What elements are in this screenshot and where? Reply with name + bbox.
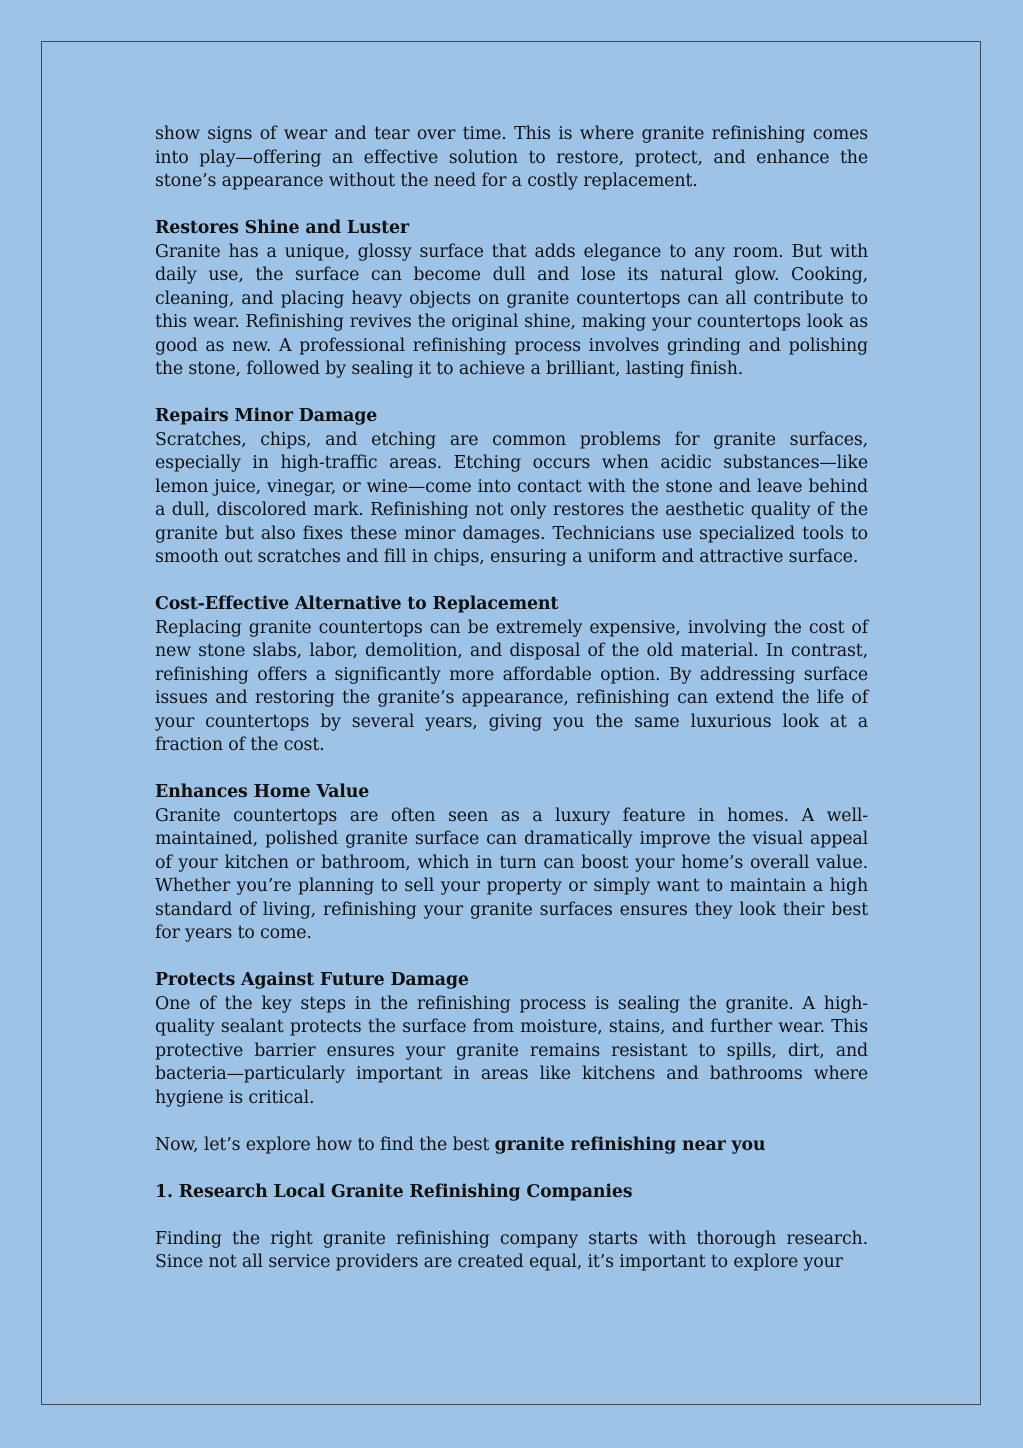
paragraph-restores-shine: Granite has a unique, glossy surface that adds elegance to any room. But with daily use, the surface can become dull and lose its natural glow. Cooking, cleaning, and placing heavy objects on granite countertops can all contribute to this wear. Refinishing revives the original shine, making your countertops look as good as new. A professional refinishing process involves grinding and polishing the stone, followed by sealing it to achieve a brilliant, lasting finish. [155,241,868,379]
paragraph-home-value: Granite countertops are often seen as a luxury feature in homes. A well-maintained, polished granite surface can dramatically improve the visual appeal of your kitchen or bathroom, which in turn can boost your home’s overall value. Whether you’re planning to sell your property or simply want to maintain a high standard of living, refinishing your granite surfaces ensures they look their best for years to come. [155,805,868,943]
intro-paragraph: show signs of wear and tear over time. This is where granite refinishing comes into play—offering an effective solution to restore, protect, and enhance the stone’s appearance without the need for a costly replacement. [155,124,868,191]
heading-step-1: 1. Research Local Granite Refinishing Companies [155,1181,633,1202]
paragraph-repairs-damage: Scratches, chips, and etching are common problems for granite surfaces, especially in high-traffic areas. Etching occurs when acidic substances—like lemon juice, vinegar, or wine—come into contact with the stone and leave behind a dull, discolored mark. Refinishing not only restores the aesthetic quality of the granite but also fixes these minor damages. Technicians use specialized tools to smooth out scratches and fill in chips, ensuring a uniform and attractive surface. [155,429,868,567]
heading-home-value: Enhances Home Value [155,782,370,802]
cta-keyword: granite refinishing near you [494,1134,766,1155]
heading-repairs-damage: Repairs Minor Damage [155,406,378,426]
spacer [155,382,868,406]
spacer [155,570,868,594]
spacer [155,194,868,218]
spacer [155,1204,868,1228]
spacer [155,1157,868,1181]
heading-cost-effective: Cost-Effective Alternative to Replacement [155,594,559,614]
spacer [155,758,868,782]
cta-line [155,1134,868,1158]
spacer [155,1110,868,1134]
cta-lead-text: Now, let’s explore how to find the best [155,1134,495,1155]
heading-restores-shine: Restores Shine and Luster [155,218,409,238]
spacer [155,946,868,970]
paragraph-cost-effective: Replacing granite countertops can be extremely expensive, involving the cost of new stone slabs, labor, demolition, and disposal of the old material. In contrast, refinishing offers a significantly more affordable option. By addressing surface issues and restoring the granite’s appearance, refinishing can extend the life of your countertops by several years, giving you the same luxurious look at a fraction of the cost. [155,617,868,755]
document-body [155,123,868,1275]
paragraph-protects-damage: One of the key steps in the refinishing process is sealing the granite. A high-quality sealant protects the surface from moisture, stains, and further wear. This protective barrier ensures your granite remains resistant to spills, dirt, and bacteria—particularly important in areas like kitchens and bathrooms where hygiene is critical. [155,993,868,1108]
paragraph-step-1: Finding the right granite refinishing company starts with thorough research. Since not all service providers are created equal, it’s important to explore your [155,1228,868,1272]
heading-protects-damage: Protects Against Future Damage [155,970,469,990]
